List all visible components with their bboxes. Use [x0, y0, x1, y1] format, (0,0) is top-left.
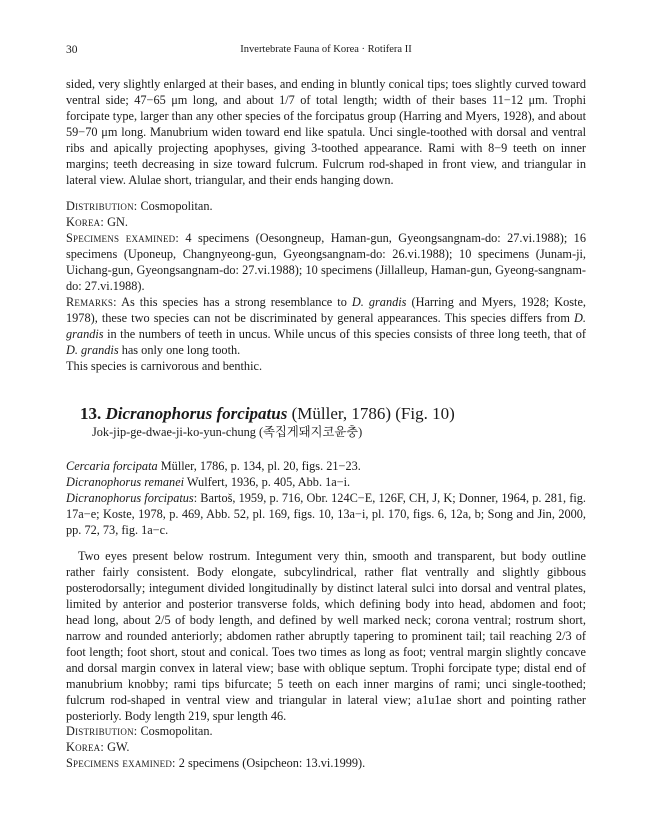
remarks-text: has only one long tooth. [118, 343, 241, 357]
remarks-text: (Harring and Myers, 1928; Koste, 1978), these two species can not be discriminated by general appearances. This species differs from [66, 295, 586, 325]
korea-label: Korea: [66, 740, 104, 754]
description-paragraph: Two eyes present below rostrum. Integument very thin, smooth and transparent, but body outline rather fairly consistent. Body elongate, subcylindrical, rather flat ventrally and slightly gibbous posterodorsally; integument divided longitudinally by distinct lateral sulci into dorsal and ventral plates, limited by anterior and posterior transverse folds, which defining body into head, abdomen and foot; head long, about 2/5 of body length, and defined by well marked neck; corona ventral; rostrum short, narrow and rounded anteriorly; abdomen rather abruptly tapering to prominent tail; tail reaching 2/3 of foot length; foot short, stout and conical. Toes two times as long as foot; ventral margin slightly concave and dorsal margin convex in lateral view; base with oblique septum. Trophi forcipate type; distal end of manubrium knobby; rami tips bifurcate; 5 teeth on each inner margins of rami; unci single-toothed; fulcrum rod-shaped in ventral view and triangular in lateral view; a1u1ae short and pointing rather posteriorly. Body length 219, spur length 46. [66, 549, 586, 723]
habitat-note: This species is carnivorous and benthic. [66, 359, 263, 373]
species-number: 13. [80, 404, 102, 423]
species-13-records [66, 723, 586, 771]
page-number: 30 [66, 44, 78, 56]
synonym-reference: Müller, 1786, p. 134, pl. 20, figs. 21−23. [157, 459, 361, 473]
specimens-line [66, 230, 586, 294]
synonym-reference: : Bartoš, 1959, p. 716, Obr. 124C−E, 126F, CH, J, K; Donner, 1964, p. 281, fig. 17a−e; Koste, 1978, p. 469, Abb. 52, pl. 169, figs. 10, 13a−i, pl. 170, figs. 6, 12a, b; Song and Jin, 2000, pp. 72, 73, fig. 1a−c. [66, 491, 586, 537]
specimens-value: 2 specimens (Osipcheon: 13.vi.1999). [175, 756, 366, 770]
synonym-name: Dicranophorus forcipatus [66, 491, 194, 505]
synonym-entry [66, 474, 586, 490]
distribution-label: Distribution: [66, 199, 138, 213]
remarks-taxon: D. grandis [351, 295, 407, 309]
specimens-line [66, 755, 586, 771]
distribution-label: Distribution: [66, 724, 138, 738]
korea-line [66, 739, 586, 755]
species-heading [80, 404, 600, 440]
page-header [66, 44, 586, 60]
distribution-line [66, 198, 586, 214]
species-author: (Müller, 1786) (Fig. 10) [287, 404, 455, 423]
species-name: Dicranophorus forcipatus [105, 404, 288, 423]
korea-value: GN. [104, 215, 128, 229]
remarks-label: Remarks: [66, 295, 117, 309]
species-12-records [66, 198, 586, 374]
specimens-label: Specimens examined: [66, 231, 179, 245]
species-title [80, 404, 600, 424]
specimens-value: 4 specimens (Oesongneup, Haman-gun, Gyeongsangnam-do: 27.vi.1988); 16 specimens (Uponeup, Changnyeong-gun, Gyeongsangnam-do: 26.vi.1988); 10 specimens (Junam-ji, Uichang-gun, Gyeongsangnam-do: 27.vi.1988); 10 specimens (Jillalleup, Haman-gun, Gyeong-sangnam-do: 27.vi.1988). [66, 231, 586, 293]
synonym-entry [66, 490, 586, 538]
distribution-value: Cosmopolitan. [137, 199, 213, 213]
remarks-taxon: D. grandis [66, 311, 586, 341]
running-title: Invertebrate Fauna of Korea · Rotifera II [240, 44, 412, 55]
description-paragraph-continued: sided, very slightly enlarged at their bases, and ending in bluntly conical tips; toes slightly curved toward ventral side; 47−65 μm long, and about 1/7 of total length; width of their bases 11−12 μm. Trophi forcipate type, larger than any other species of the forcipatus group (Harring and Myers, 1928), and about 59−70 μm long. Manubrium widen toward end like spatula. Unci single-toothed with dorsal and ventral ribs and apically projecting apophyses, giving 3-toothed appearance. Rami with 8−9 teeth on inner margins; teeth decreasing in size toward fulcrum. Fulcrum rod-shaped in front view, and triangular in lateral view. Alulae short, triangular, and their ends hanging down. [66, 77, 586, 187]
remarks-line [66, 294, 586, 358]
remarks-taxon: D. grandis [66, 343, 119, 357]
korea-label: Korea: [66, 215, 104, 229]
synonym-name: Dicranophorus remanei [66, 475, 185, 489]
specimens-label: Specimens examined: [66, 756, 176, 770]
synonym-entry [66, 458, 586, 474]
remarks-text: in the numbers of teeth in uncus. While uncus of this species consists of three long teeth, that of [103, 327, 586, 341]
synonym-name: Cercaria forcipata [66, 459, 158, 473]
synonym-reference: Wulfert, 1936, p. 405, Abb. 1a−i. [184, 475, 351, 489]
korea-line [66, 214, 586, 230]
distribution-value: Cosmopolitan. [137, 724, 213, 738]
distribution-line [66, 723, 586, 739]
synonymy-list [66, 458, 586, 538]
korean-name: Jok-jip-ge-dwae-ji-ko-yun-chung (족집게돼지코윤충) [92, 425, 363, 439]
remarks-text: As this species has a strong resemblance to [116, 295, 352, 309]
korea-value: GW. [104, 740, 130, 754]
